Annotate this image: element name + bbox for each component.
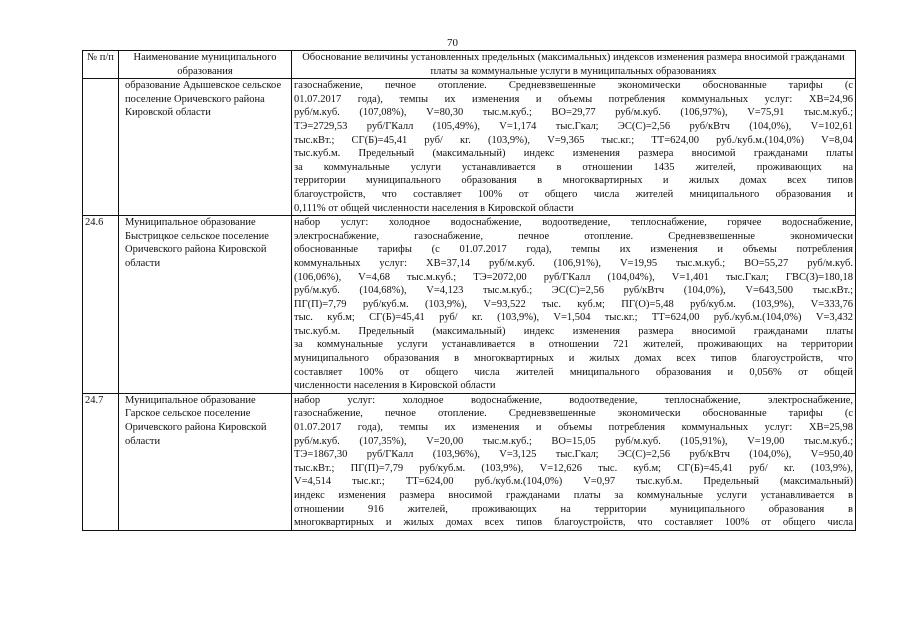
justification-text <box>292 216 856 394</box>
text-line: многоквартирных и жилых домах всех типов благоустройств, что составляет 100% от общего числа <box>294 517 853 529</box>
text-line: отношении 916 жителей, проживающих на территории муниципального образования в <box>294 503 853 515</box>
municipality-name: образование Адышевское сельское поселение Оричевского района Кировской области <box>119 79 292 216</box>
text-line: 01.07.2017 года), темпы их изменения и объемы потребления коммунальных услуг: ХВ=25,98 <box>294 422 853 434</box>
table-row <box>83 393 856 530</box>
tariff-table <box>82 50 856 531</box>
text-line: обоснованные тарифы (с 01.07.2017 года), темпы их изменения и объемы потребления <box>294 244 853 256</box>
row-number: 24.6 <box>83 216 119 394</box>
text-line: тыс.куб.м. Предельный (максимальный) индекс изменения размера вносимой гражданами платы <box>294 148 853 160</box>
text-line: территории муниципального образования в многоквартирных и жилых домах всех типов <box>294 175 853 187</box>
text-line: 0,111% от общей численности населения в Кировской области <box>294 202 574 214</box>
text-line: набор услуг: холодное водоснабжение, водоотведение, теплоснабжение, электроснабжение, <box>294 394 853 406</box>
municipality-name: Муниципальное образование Быстрицкое сельское поселение Оричевского района Кировской области <box>119 216 292 394</box>
text-line: коммунальных услуг: ХВ=37,14 руб/м.куб. (106,91%), V=19,95 тыс.м.куб.; ВО=55,27 руб/м.куб. <box>294 257 853 269</box>
text-line: за коммунальные услуги устанавливается в отношении 721 жителей, проживающих на территории <box>294 339 853 351</box>
text-line: за коммунальные услуги устанавливается в отношении 1435 жителей, проживающих на <box>294 161 853 173</box>
row-number <box>83 79 119 216</box>
table-row <box>83 79 856 216</box>
page-number: 70 <box>447 37 458 49</box>
text-line: тыс.кВт.; СГ(Б)=45,41 руб/ кг. (103,9%), V=9,365 тыс.кг.; ТТ=624,00 руб./куб.м.(104,0%) V=8,04 <box>294 134 853 146</box>
text-line: руб/м.куб. (104,68%), V=4,123 тыс.м.куб.; ЭС(С)=2,56 руб/кВтч (104,0%), V=643,500 тыс.кВт.; <box>294 285 853 297</box>
municipality-name: Муниципальное образование Гарское сельское поселение Оричевского района Кировской области <box>119 393 292 530</box>
text-line: тыс.куб.м. Предельный (максимальный) индекс изменения размера вносимой гражданами платы <box>294 325 853 337</box>
text-line: ТЭ=1867,30 руб/ГКалл (103,96%), V=3,125 тыс.Гкал; ЭС(С)=2,56 руб/кВтч (104,0%), V=950,40 <box>294 449 853 461</box>
text-line: газоснабжение, печное отопление. Средневзвешенные экономически обоснованные тарифы (с <box>294 408 853 420</box>
text-line: набор услуг: холодное водоснабжение, водоотведение, теплоснабжение, горячее водоснабжение, <box>294 217 853 229</box>
text-line: электроснабжение, газоснабжение, печное отопление. Средневзвешенные экономически <box>294 230 853 242</box>
text-line: (106,06%), V=4,68 тыс.м.куб.; ТЭ=2072,00 руб/ГКалл (104,04%), V=1,401 тыс.Гкал; ГВС(З)=180,18 <box>294 271 853 283</box>
text-line: V=4,514 тыс.кг.; ТТ=624,00 руб./куб.м.(104,0%) V=0,97 тыс.куб.м. Предельный (максимальный) <box>294 476 853 488</box>
text-line: численности населения в Кировской области <box>294 380 496 392</box>
table-header-row <box>83 51 856 79</box>
text-line: руб/м.куб. (107,08%), V=80,30 тыс.м.куб.; ВО=29,77 руб/м.куб. (106,97%), V=75,91 тыс.м.куб.; <box>294 107 853 119</box>
text-line: тыс. куб.м; СГ(Б)=45,41 руб/ кг. (103,9%), V=1,504 тыс.кг.; ТТ=624,00 руб./куб.м.(104,0%) V=3,432 <box>294 312 853 324</box>
text-line: тыс.кВт.; ПГ(П)=7,79 руб/куб.м. (103,9%), V=12,626 тыс. куб.м; СГ(Б)=45,41 руб/ кг. (103,9%), <box>294 462 853 474</box>
header-name: Наименование муниципального образования <box>119 51 292 79</box>
table-row <box>83 216 856 394</box>
text-line: 01.07.2017 года), темпы их изменения и объемы потребления коммунальных услуг: ХВ=24,96 <box>294 93 853 105</box>
text-line: индекс изменения размера вносимой гражданами платы за коммунальные услуги устанавливается в <box>294 490 853 501</box>
header-num: № п/п <box>83 51 119 79</box>
text-line: газоснабжение, печное отопление. Средневзвешенные экономически обоснованные тарифы (с <box>294 80 853 92</box>
text-line: составляет 100% от общего числа жителей мниципального образования и 0,056% от общей <box>294 366 853 378</box>
text-line: руб/м.куб. (107,35%), V=20,00 тыс.м.куб.; ВО=15,05 руб/м.куб. (105,91%), V=19,00 тыс.м.куб.; <box>294 435 853 447</box>
text-line: ПГ(П)=7,79 руб/куб.м. (103,9%), V=93,522 тыс. куб.м; ПГ(О)=5,48 руб/куб.м. (103,9%), V=333,76 <box>294 298 853 310</box>
text-line: благоустройств, что составляет 100% от общего числа жителей мниципального образования и <box>294 188 853 200</box>
text-line: ТЭ=2729,53 руб/ГКалл (105,49%), V=1,174 тыс.Гкал; ЭС(С)=2,56 руб/кВтч (104,0%), V=102,61 <box>294 120 853 132</box>
justification-text <box>292 393 856 530</box>
text-line: муниципального образования в многоквартирных и жилых домах всех типов благоустройств, что <box>294 353 853 365</box>
header-text: Обоснование величины установленных предельных (максимальных) индексов изменения размера вносимой гражданами платы за коммунальные услуги в муниципальных образованиях <box>292 51 856 79</box>
row-number: 24.7 <box>83 393 119 530</box>
justification-text <box>292 79 856 216</box>
